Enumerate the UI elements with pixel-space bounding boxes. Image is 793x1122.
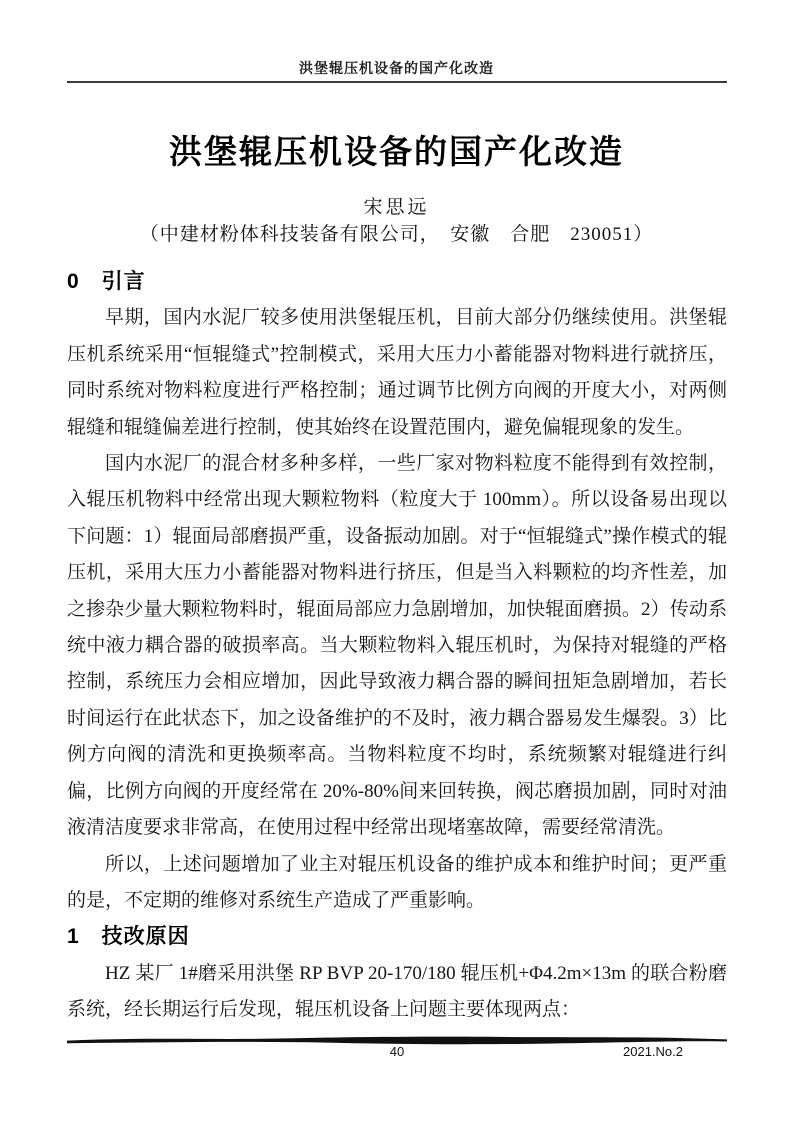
- running-head: 洪堡辊压机设备的国产化改造: [299, 62, 494, 77]
- footer-page-number: 40: [389, 1044, 405, 1059]
- article-title: 洪堡辊压机设备的国产化改造: [169, 133, 624, 170]
- section-heading-introduction: 0 引言: [67, 270, 146, 293]
- header-rule: [67, 81, 727, 83]
- paragraph: 所以，上述问题增加了业主对辊压机设备的维护成本和维护时间；更严重的是，不定期的维修对系统生产造成了严重影响。: [67, 853, 727, 911]
- article-body: [67, 264, 727, 1029]
- section-heading-reform-reason: 1 技改原因: [67, 925, 190, 949]
- author-affiliation: （中建材粉体科技装备有限公司， 安徽 合肥 230051）: [139, 224, 654, 245]
- footer-issue-number: 2021.No.2: [623, 1044, 683, 1059]
- author-name: 宋思远: [363, 197, 430, 218]
- paragraph: 国内水泥厂的混合材多种多样，一些厂家对物料粒度不能得到有效控制，入辊压机物料中经常出现大颗粒物料（粒度大于 100mm）。所以设备易出现以下问题：1）辊面局部磨损严重，设备振动加剧。对于“恒辊缝式”操作模式的辊压机，采用大压力小蓄能器对物料进行挤压，但是当入料颗粒的均齐性差，加之掺杂少量大颗粒物料时，辊面局部应力急剧增加，加快辊面磨损。2）传动系统中液力耦合器的破损率高。当大颗粒物料入辊压机时，为保持对辊缝的严格控制，系统压力会相应增加，因此导致液力耦合器的瞬间扭矩急剧增加，若长时间运行在此状态下，加之设备维护的不及时，液力耦合器易发生爆裂。3）比例方向阀的清洗和更换频率高。当物料粒度不均时，系统频繁对辊缝进行纠偏，比例方向阀的开度经常在 20%-80%间来回转换，阀芯磨损加剧，同时对油液清洁度要求非常高，在使用过程中经常出现堵塞故障，需要经常清洗。: [67, 453, 727, 839]
- paragraph: HZ 某厂 1#磨采用洪堡 RP BVP 20-170/180 辊压机+Φ4.2m×13m 的联合粉磨系统，经长期运行后发现，辊压机设备上问题主要体现两点：: [67, 962, 727, 1021]
- paragraph: 早期，国内水泥厂较多使用洪堡辊压机，目前大部分仍继续使用。洪堡辊压机系统采用“恒辊缝式”控制模式，采用大压力小蓄能器对物料进行就挤压，同时系统对物料粒度进行严格控制；通过调节比例方向阀的开度大小，对两侧辊缝和辊缝偏差进行控制，使其始终在设置范围内，避免偏辊现象的发生。: [67, 307, 727, 438]
